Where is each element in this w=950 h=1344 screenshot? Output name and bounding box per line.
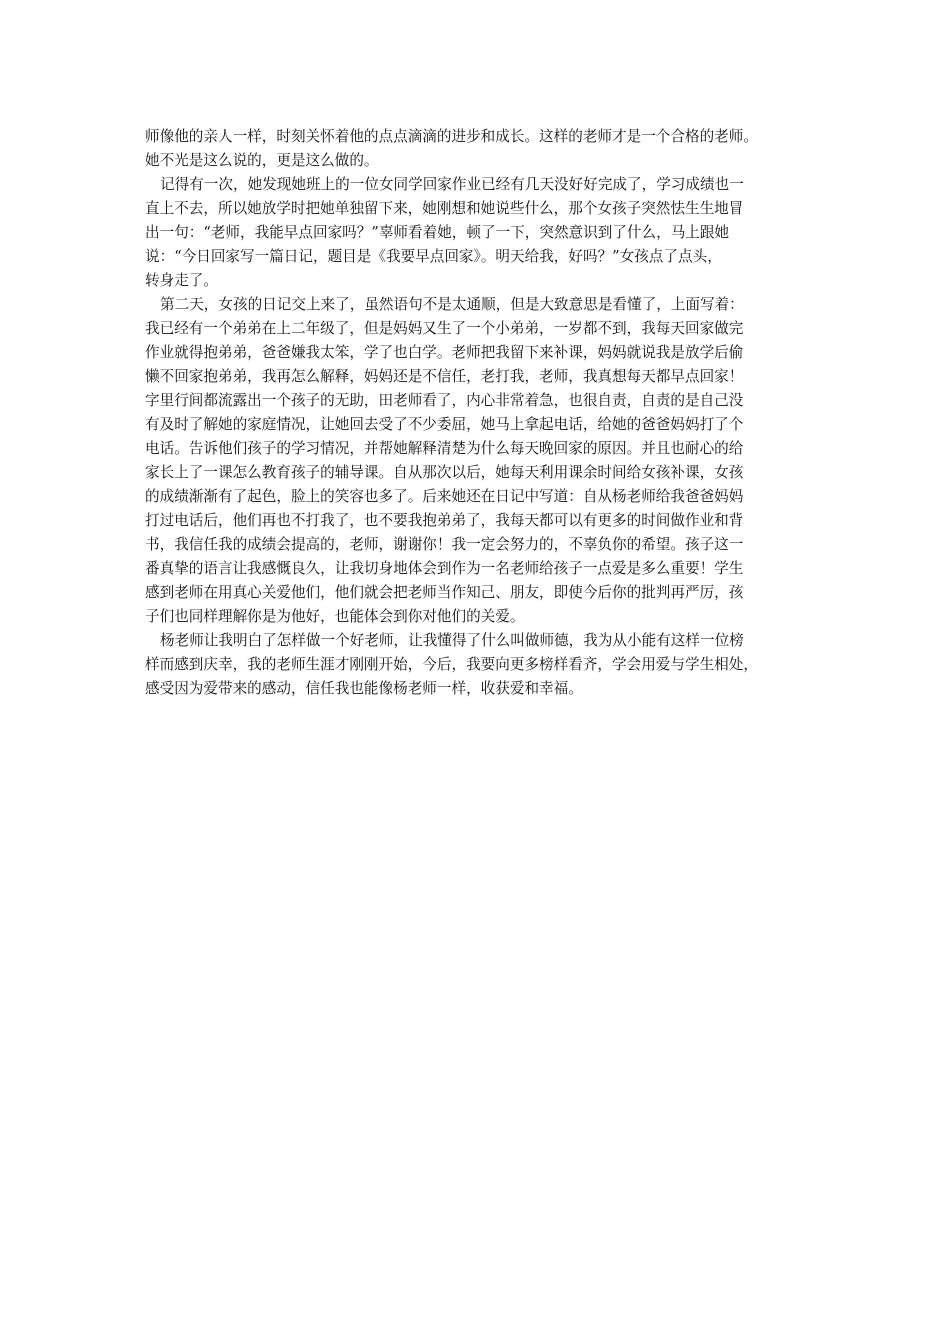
document-body bbox=[145, 125, 810, 701]
text-line: 第二天，女孩的日记交上来了，虽然语句不是太通顺，但是大致意思是看懂了，上面写着： bbox=[160, 296, 744, 313]
text-line: 转身走了。 bbox=[145, 272, 218, 289]
text-line: 她不光是这么说的，更是这么做的。 bbox=[145, 152, 379, 169]
text-line: 作业就得抱弟弟，爸爸嫌我太笨，学了也白学。老师把我留下来补课，妈妈就说我是放学后偷 bbox=[145, 344, 744, 361]
text-line: 懒不回家抱弟弟，我再怎么解释，妈妈还是不信任，老打我，老师，我真想每天都早点回家！ bbox=[145, 368, 744, 385]
text-line: 感受因为爱带来的感动，信任我也能像杨老师一样，收获爱和幸福。 bbox=[145, 680, 583, 697]
text-line: 出一句：“老师，我能早点回家吗？”辜师看着她，顿了一下，突然意识到了什么，马上跟她 bbox=[145, 224, 730, 241]
text-line: 我已经有一个弟弟在上二年级了，但是妈妈又生了一个小弟弟，一岁都不到，我每天回家做完 bbox=[145, 320, 744, 337]
text-line: 打过电话后，他们再也不打我了，也不要我抱弟弟了，我每天都可以有更多的时间做作业和背 bbox=[145, 512, 744, 529]
text-line: 书，我信任我的成绩会提高的，老师，谢谢你！我一定会努力的，不辜负你的希望。孩子这一 bbox=[145, 536, 744, 553]
text-line: 记得有一次，她发现她班上的一位女同学回家作业已经有几天没好好完成了，学习成绩也一 bbox=[160, 176, 744, 193]
text-line: 番真挚的语言让我感慨良久，让我切身地体会到作为一名老师给孩子一点爱是多么重要！学生 bbox=[145, 560, 744, 577]
text-line: 样而感到庆幸，我的老师生涯才刚刚开始，今后，我要向更多榜样看齐，学会用爱与学生相处， bbox=[145, 656, 758, 673]
text-line: 家长上了一课怎么教育孩子的辅导课。自从那次以后，她每天利用课余时间给女孩补课，女孩 bbox=[145, 464, 744, 481]
text-line: 的成绩渐渐有了起色，脸上的笑容也多了。后来她还在日记中写道：自从杨老师给我爸爸妈妈 bbox=[145, 488, 744, 505]
text-line: 说：“今日回家写一篇日记，题目是《我要早点回家》。明天给我，好吗？”女孩点了点头， bbox=[145, 248, 722, 265]
text-line: 字里行间都流露出一个孩子的无助，田老师看了，内心非常着急，也很自责，自责的是自己没 bbox=[145, 392, 744, 409]
text-line: 师像他的亲人一样，时刻关怀着他的点点滴滴的进步和成长。这样的老师才是一个合格的老师。 bbox=[145, 128, 758, 145]
text-line: 感到老师在用真心关爱他们，他们就会把老师当作知己、朋友，即使今后你的批判再严厉，孩 bbox=[145, 584, 744, 601]
text-line: 子们也同样理解你是为他好，也能体会到你对他们的关爱。 bbox=[145, 608, 525, 625]
text-line: 有及时了解她的家庭情况，让她回去受了不少委屈，她马上拿起电话，给她的爸爸妈妈打了个 bbox=[145, 416, 744, 433]
text-line: 电话。告诉他们孩子的学习情况，并帮她解释清楚为什么每天晚回家的原因。并且也耐心的给 bbox=[145, 440, 744, 457]
text-line: 直上不去，所以她放学时把她单独留下来，她刚想和她说些什么，那个女孩子突然怯生生地冒 bbox=[145, 200, 744, 217]
text-line: 杨老师让我明白了怎样做一个好老师，让我懂得了什么叫做师德，我为从小能有这样一位榜 bbox=[160, 632, 744, 649]
